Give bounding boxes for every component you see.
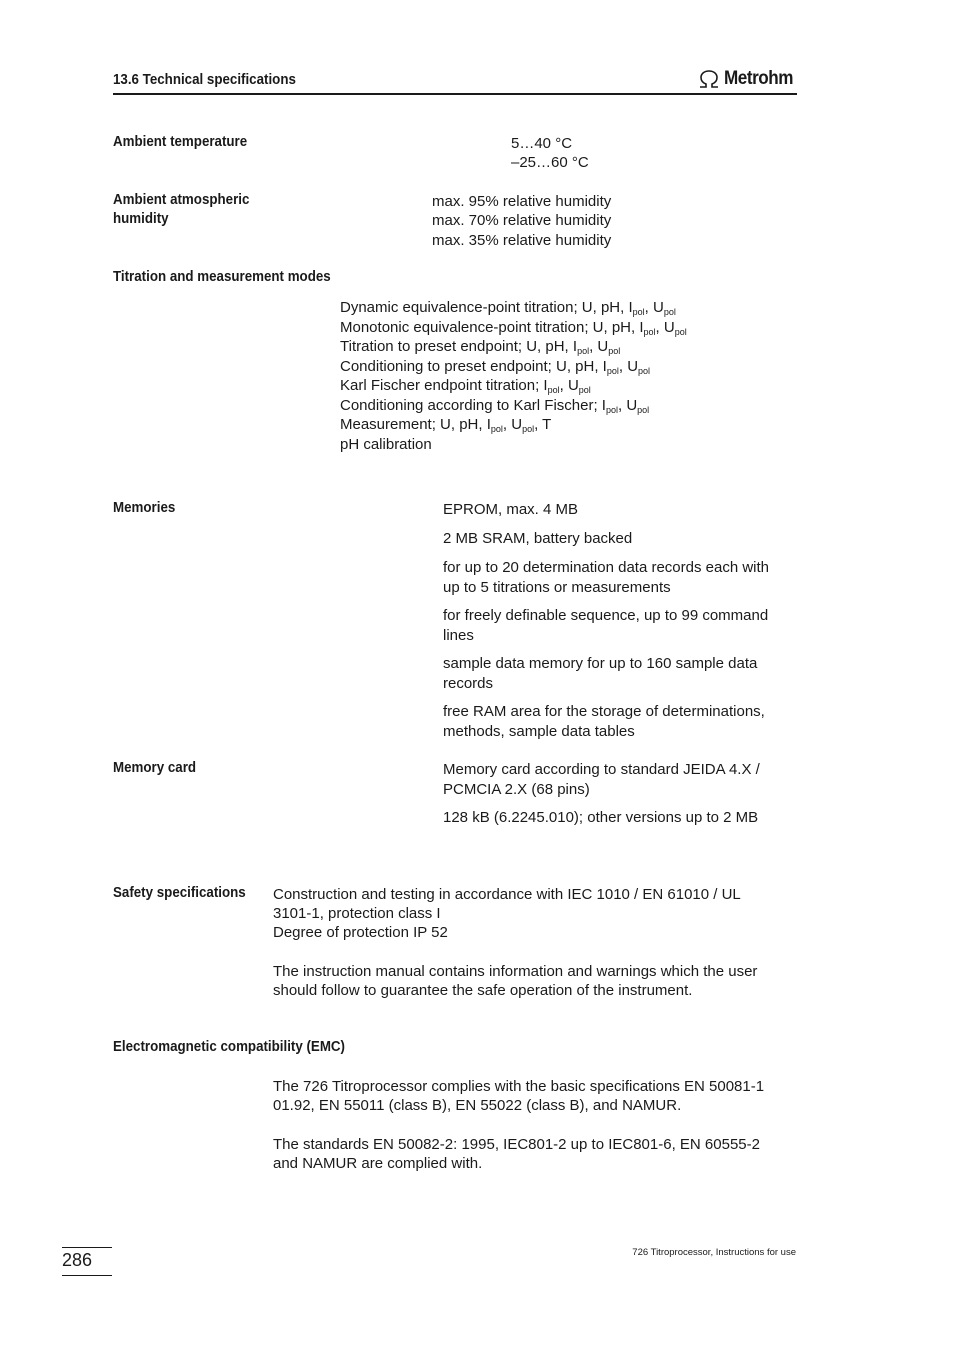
page-number: 286 — [62, 1250, 93, 1270]
temperature-value: –25…60 °C — [511, 154, 589, 171]
humidity-value: max. 35% relative humidity — [432, 232, 612, 249]
memory-item: for up to 20 determination data records each with up to 5 titrations or measurements — [443, 559, 770, 596]
humidity-label: Ambient atmospheric — [113, 192, 250, 208]
temperature-value: 5…40 °C — [511, 135, 573, 152]
mode-line: Dynamic equivalence-point titration; U, pH, $I_{pol}$, $U_{pol}$ — [340, 299, 676, 317]
mode-line: pH calibration — [340, 435, 432, 453]
mode-line: Conditioning to preset endpoint; U, pH, $I_{pol}$, $U_{pol}$ — [340, 357, 651, 376]
emc-text: The 726 Titroprocessor complies with the basic specifications EN 50081-1 — [273, 1078, 765, 1095]
memories-label: Memories — [113, 500, 176, 516]
mode-line: Measurement; U, pH, $I_{pol}$, $U_{pol}$, T — [340, 416, 552, 434]
section-title: 13.6 Technical specifications — [113, 72, 296, 88]
safety-label: Safety specifications — [113, 885, 246, 901]
emc-text: The standards EN 50082-2: 1995, IEC801-2 up to IEC801-6, EN 60555-2 — [273, 1136, 760, 1153]
modes-list — [340, 298, 687, 454]
modes-label: Titration and measurement modes — [113, 269, 331, 285]
memory-item: free RAM area for the storage of determinations, methods, sample data tables — [443, 703, 765, 740]
safety-text: The instruction manual contains information and warnings which the user — [273, 963, 758, 980]
footer-doc-title: 726 Titroprocessor, Instructions for use — [632, 1247, 796, 1258]
brand-name: Metrohm — [724, 68, 794, 89]
safety-text: Construction and testing in accordance with IEC 1010 / EN 61010 / UL — [273, 886, 741, 903]
header-rule — [113, 93, 797, 95]
mode-line: Conditioning according to Karl Fischer; $I_{pol}$, $U_{pol}$ — [340, 396, 650, 415]
page-number-rule — [62, 1275, 112, 1276]
memory-card-item: Memory card according to standard JEIDA 4.X / PCMCIA 2.X (68 pins) — [443, 761, 760, 798]
ambient-temperature-label: Ambient temperature — [113, 134, 248, 150]
brand-logo — [697, 67, 801, 91]
memory-item: for freely definable sequence, up to 99 command lines — [443, 607, 769, 644]
safety-text: should follow to guarantee the safe operation of the instrument. — [273, 982, 693, 999]
humidity-value: max. 95% relative humidity — [432, 193, 612, 210]
memory-item: sample data memory for up to 160 sample data records — [443, 655, 758, 692]
page-number-rule — [62, 1247, 112, 1248]
emc-text: 01.92, EN 55011 (class B), EN 55022 (class B), and NAMUR. — [273, 1097, 682, 1114]
omega-logo-icon — [697, 69, 721, 89]
emc-label: Electromagnetic compatibility (EMC) — [113, 1039, 346, 1055]
mode-line: Monotonic equivalence-point titration; U, pH, $I_{pol}$, $U_{pol}$ — [340, 318, 687, 337]
memory-item: 2 MB SRAM, battery backed — [443, 530, 633, 547]
memory-card-item: 128 kB (6.2245.010); other versions up to 2 MB — [443, 809, 759, 826]
mode-line: Titration to preset endpoint; U, pH, $I_{pol}$, $U_{pol}$ — [340, 338, 621, 356]
safety-text: Degree of protection IP 52 — [273, 924, 448, 941]
safety-text: 3101-1, protection class I — [273, 905, 441, 922]
humidity-label: humidity — [113, 211, 169, 227]
memory-item: EPROM, max. 4 MB — [443, 501, 579, 518]
emc-text: and NAMUR are complied with. — [273, 1155, 483, 1172]
mode-line: Karl Fischer endpoint titration; $I_{pol}$, $U_{pol}$ — [340, 377, 591, 395]
humidity-value: max. 70% relative humidity — [432, 212, 612, 229]
memory-card-label: Memory card — [113, 760, 197, 776]
